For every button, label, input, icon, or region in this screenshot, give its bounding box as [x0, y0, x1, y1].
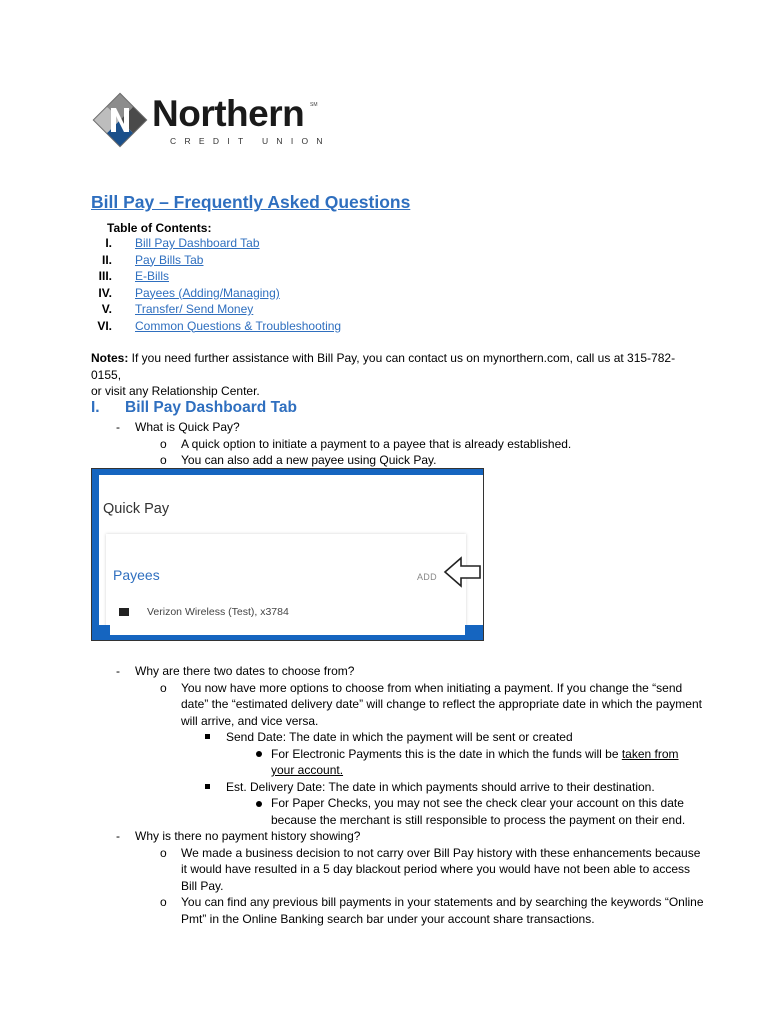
- dash-bullet: -: [116, 664, 120, 678]
- quick-pay-title: Quick Pay: [103, 501, 170, 517]
- round-bullet: [256, 751, 262, 757]
- circle-bullet: o: [160, 453, 167, 467]
- answer-text: Bill Pay.: [181, 878, 224, 893]
- square-bullet: [205, 734, 210, 739]
- toc-number: IV.: [98, 285, 112, 300]
- toc-number: II.: [101, 252, 112, 267]
- square-bullet: [205, 784, 210, 789]
- answer-text: A quick option to initiate a payment to a payee that is already established.: [181, 436, 572, 451]
- circle-bullet: o: [160, 845, 167, 860]
- toc-link-ebills[interactable]: E-Bills: [135, 269, 170, 283]
- answer-text: You can also add a new payee using Quick Pay.: [181, 453, 437, 467]
- send-date-detail-underline: taken from: [621, 746, 679, 761]
- arrow-left-icon: [443, 555, 483, 589]
- toc-number: VI.: [97, 318, 112, 333]
- northern-logo-mark-icon: [92, 92, 148, 148]
- send-date-detail-text: For Electronic Payments this is the date in which the funds will be: [271, 746, 622, 761]
- send-date-detail-underline-2: your account.: [271, 763, 344, 777]
- logo-subtitle: CREDIT UNION: [170, 136, 331, 146]
- section-heading: [91, 399, 297, 417]
- est-date-detail: For Paper Checks, you may not see the check clear your account on this date: [271, 796, 684, 810]
- toc-number: I.: [105, 236, 112, 250]
- notes-label: Notes:: [91, 351, 129, 365]
- answer-text: You now have more options to choose from when initiating a payment. If you change the “send: [181, 680, 683, 695]
- est-date-text: Est. Delivery Date: The date in which payments should arrive to their destination.: [226, 779, 655, 794]
- answer-text: it would have resulted in a 5 day blackout period where you would have not been able to access: [181, 862, 690, 876]
- toc-link-transfer[interactable]: Transfer/ Send Money: [135, 302, 254, 316]
- notes-paragraph: [91, 350, 691, 400]
- question-quick-pay: What is Quick Pay?: [135, 420, 240, 434]
- page-title: Bill Pay – Frequently Asked Questions: [91, 192, 411, 212]
- send-date-text: Send Date: The date in which the payment will be sent or created: [226, 730, 573, 744]
- payee-item[interactable]: Verizon Wireless (Test), x3784: [147, 606, 289, 618]
- payees-heading: Payees: [113, 567, 160, 583]
- northern-logo: [92, 92, 332, 156]
- toc-number: III.: [98, 269, 112, 283]
- est-date-detail: because the merchant is still responsible to process the payment on their end.: [271, 812, 686, 827]
- question-payment-history: Why is there no payment history showing?: [135, 829, 361, 843]
- logo-sm-mark: SM: [310, 102, 318, 108]
- notes-text: If you need further assistance with Bill Pay, you can contact us on mynorthern.com, call us at 315-782-0155,: [91, 351, 676, 382]
- dash-bullet: -: [116, 829, 120, 843]
- answer-text: date” the “estimated delivery date” will change to reflect the appropriate date in which the payment: [181, 697, 702, 711]
- logo-wordmark: Northern: [152, 93, 305, 134]
- envelope-icon: [119, 608, 129, 616]
- dash-bullet: -: [116, 420, 120, 434]
- question-two-dates: Why are there two dates to choose from?: [135, 664, 355, 678]
- toc-link-dashboard[interactable]: Bill Pay Dashboard Tab: [135, 236, 260, 250]
- send-date-detail: [271, 746, 679, 763]
- answer-text: Pmt” in the Online Banking search bar under your account share transactions.: [181, 911, 595, 926]
- payees-card-bottom: [110, 619, 465, 635]
- notes-text-2: or visit any Relationship Center.: [91, 384, 260, 398]
- section-number: I.: [91, 399, 100, 416]
- round-bullet: [256, 801, 262, 807]
- toc-link-troubleshooting[interactable]: Common Questions & Troubleshooting: [135, 318, 342, 333]
- section-title: Bill Pay Dashboard Tab: [125, 399, 297, 416]
- circle-bullet: o: [160, 436, 167, 451]
- circle-bullet: o: [160, 680, 167, 695]
- answer-text: You can find any previous bill payments in your statements and by searching the keywords “Online: [181, 895, 704, 909]
- toc-link-payees[interactable]: Payees (Adding/Managing): [135, 285, 280, 300]
- add-payee-button[interactable]: ADD: [417, 572, 437, 582]
- toc-link-pay-bills[interactable]: Pay Bills Tab: [135, 252, 204, 267]
- quick-pay-screenshot: [91, 468, 484, 641]
- toc-number: V.: [101, 302, 112, 316]
- circle-bullet: o: [160, 895, 167, 909]
- toc-title: Table of Contents:: [107, 221, 212, 235]
- answer-text: will arrive, and vice versa.: [181, 713, 319, 728]
- answer-text: We made a business decision to not carry over Bill Pay history with these enhancements because: [181, 845, 701, 860]
